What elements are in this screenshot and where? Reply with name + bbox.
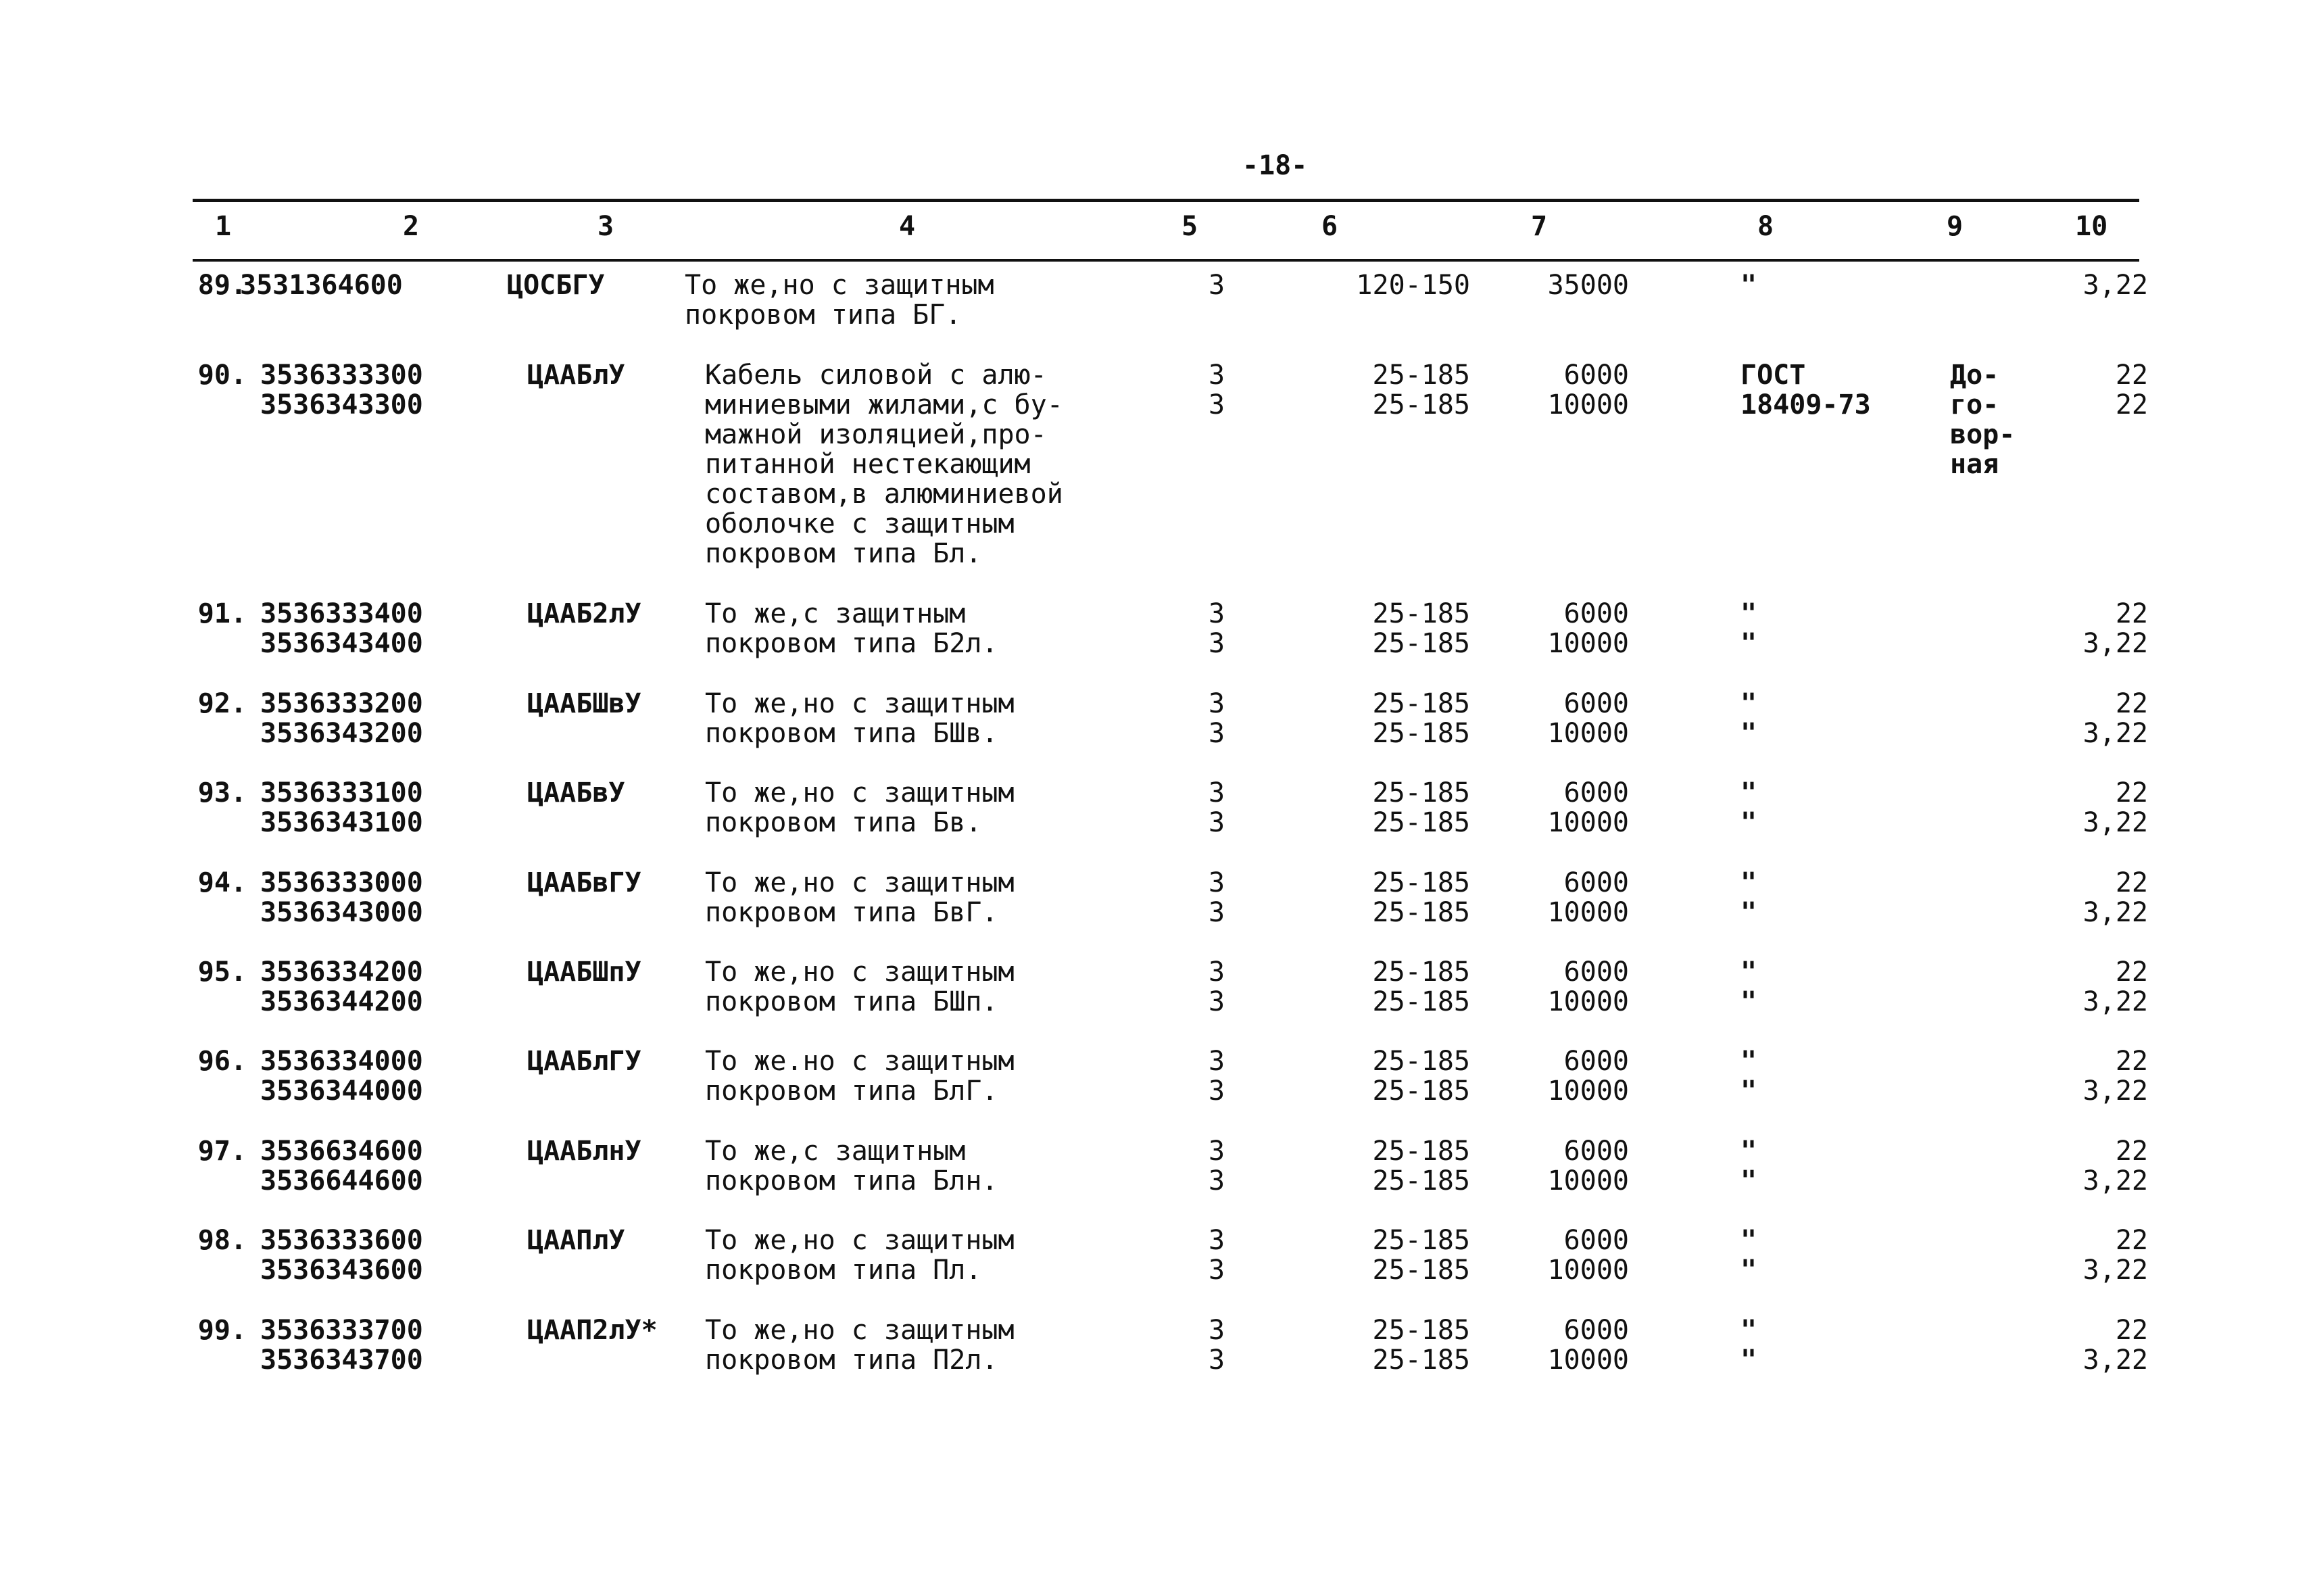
cell-col-6: 120-150 [1356,270,1470,301]
product-code: 3536343100 [260,807,423,838]
cell-col-8: " [1740,867,1757,898]
cell-col-5: 3 [1208,957,1225,988]
cell-col-10: 22 [2115,777,2148,808]
cell-col-7: 10000 [1547,1255,1629,1286]
column-header-3: 3 [598,211,614,242]
product-code: 3536333600 [260,1225,423,1256]
product-code: 3536343400 [260,628,423,659]
cell-col-6: 25-185 [1372,718,1470,749]
cell-col-8: " [1740,688,1757,719]
description-line: То же.но с защитным [705,1046,1015,1077]
cell-col-6: 25-185 [1372,986,1470,1017]
cable-mark: ЦААБШвУ [527,688,641,719]
product-code: 3536634600 [260,1136,423,1167]
cell-col-5: 3 [1208,897,1225,928]
cell-col-6: 25-185 [1372,777,1470,808]
cell-col-6: 25-185 [1372,807,1470,838]
cell-col-6: 25-185 [1372,628,1470,659]
description-line: питанной нестекающим [705,449,1031,480]
product-code: 3536333400 [260,598,423,629]
cell-col-9: вор- [1950,419,2016,450]
product-code: 3536343600 [260,1255,423,1286]
cell-col-7: 10000 [1547,628,1629,659]
cell-col-10: 3,22 [2082,270,2148,301]
cell-col-7: 6000 [1563,598,1629,629]
cell-col-9: го- [1950,389,1999,420]
cell-col-10: 3,22 [2082,1165,2148,1196]
column-header-7: 7 [1531,211,1548,242]
cable-mark: ЦААБлГУ [527,1046,641,1077]
product-code: 3536333000 [260,867,423,898]
cable-mark: ЦААБ2лУ [527,598,641,629]
cell-col-7: 10000 [1547,389,1629,420]
cell-col-6: 25-185 [1372,598,1470,629]
cell-col-8: " [1740,1255,1757,1286]
description-line: составом,в алюминиевой [705,479,1063,510]
description-line: покровом типа БлГ. [705,1075,998,1107]
cell-col-7: 10000 [1547,1075,1629,1107]
cell-col-7: 6000 [1563,1225,1629,1256]
cable-mark: ЦААБвУ [527,777,625,808]
description-line: покровом типа Бв. [705,807,982,838]
cell-col-7: 10000 [1547,718,1629,749]
product-code: 3536644600 [260,1165,423,1196]
cell-col-10: 22 [2115,360,2148,391]
description-line: покровом типа Блн. [705,1165,998,1196]
cell-col-5: 3 [1208,718,1225,749]
product-code: 3536333700 [260,1315,423,1346]
product-code: 3536343000 [260,897,423,928]
product-code: 3536333200 [260,688,423,719]
cell-col-9: ная [1950,449,1999,480]
cable-mark: ЦААБлУ [527,360,625,391]
cell-col-5: 3 [1208,1225,1225,1256]
cell-col-8: " [1740,1225,1757,1256]
cell-col-8: " [1740,1165,1757,1196]
cell-col-8: " [1740,1315,1757,1346]
cell-col-10: 3,22 [2082,807,2148,838]
description-line: покровом типа Б2л. [705,628,998,659]
page-number: -18- [1242,150,1308,181]
cell-col-10: 3,22 [2082,1075,2148,1107]
column-header-9: 9 [1947,211,1964,242]
cell-col-7: 6000 [1563,1315,1629,1346]
product-code: 3536333300 [260,360,423,391]
cell-col-6: 25-185 [1372,1225,1470,1256]
cell-col-5: 3 [1208,1165,1225,1196]
cell-col-10: 22 [2115,867,2148,898]
column-header-4: 4 [899,211,916,242]
cell-col-8: " [1740,1046,1757,1077]
cell-col-7: 6000 [1563,688,1629,719]
cable-mark: ЦААБлнУ [527,1136,641,1167]
product-code: 3536334200 [260,957,423,988]
cell-col-5: 3 [1208,777,1225,808]
cell-col-6: 25-185 [1372,1046,1470,1077]
cell-col-10: 3,22 [2082,1255,2148,1286]
cell-col-6: 25-185 [1372,360,1470,391]
description-line: Кабель силовой с алю- [705,360,1047,391]
cell-col-8: " [1740,270,1757,301]
cable-mark: ЦОСБГУ [507,270,605,301]
cell-col-10: 22 [2115,1315,2148,1346]
cell-col-6: 25-185 [1372,1075,1470,1107]
cell-col-6: 25-185 [1372,1315,1470,1346]
cell-col-7: 10000 [1547,1345,1629,1376]
description-line: То же,но с защитным [705,957,1015,988]
description-line: миниевыми жилами,с бу- [705,389,1063,420]
cell-col-5: 3 [1208,1315,1225,1346]
cable-mark: ЦААПлУ [527,1225,625,1256]
cell-col-5: 3 [1208,986,1225,1017]
description-line: мажной изоляцией,про- [705,419,1047,450]
cell-col-6: 25-185 [1372,1345,1470,1376]
cell-col-6: 25-185 [1372,957,1470,988]
row-number: 93. [197,777,247,808]
cell-col-7: 10000 [1547,897,1629,928]
description-line: покровом типа БШп. [705,986,998,1017]
description-line: То же,но с защитным [705,688,1015,719]
cell-col-5: 3 [1208,1075,1225,1107]
row-number: 92. [197,688,247,719]
product-code: 3536344000 [260,1075,423,1107]
description-line: То же,но с защитным [705,777,1015,808]
row-number: 91. [197,598,247,629]
row-number: 90. [197,360,247,391]
description-line: оболочке с защитным [705,508,1015,539]
product-code: 3536343700 [260,1345,423,1376]
cell-col-7: 6000 [1563,867,1629,898]
cell-col-6: 25-185 [1372,389,1470,420]
cell-col-8: ГОСТ [1740,360,1806,391]
description-line: покровом типа Бл. [705,538,982,569]
column-header-5: 5 [1181,211,1198,242]
column-header-10: 10 [2075,211,2108,242]
cell-col-8: " [1740,1075,1757,1107]
cell-col-10: 22 [2115,389,2148,420]
description-line: То же,но с защитным [705,1315,1015,1346]
cable-mark: ЦААБвГУ [527,867,641,898]
description-line: То же,с защитным [705,598,966,629]
product-code: 3536333100 [260,777,423,808]
cell-col-7: 35000 [1547,270,1629,301]
cell-col-6: 25-185 [1372,1136,1470,1167]
cell-col-10: 22 [2115,1225,2148,1256]
cell-col-5: 3 [1208,598,1225,629]
description-line: покровом типа БвГ. [705,897,998,928]
cell-col-8: " [1740,986,1757,1017]
cell-col-10: 22 [2115,598,2148,629]
cell-col-7: 6000 [1563,777,1629,808]
column-header-2: 2 [403,211,420,242]
cell-col-10: 22 [2115,688,2148,719]
cell-col-5: 3 [1208,270,1225,301]
row-number: 97. [197,1136,247,1167]
cell-col-10: 3,22 [2082,1345,2148,1376]
cell-col-5: 3 [1208,628,1225,659]
cell-col-8: " [1740,598,1757,629]
column-header-6: 6 [1321,211,1338,242]
cell-col-5: 3 [1208,867,1225,898]
cell-col-10: 3,22 [2082,628,2148,659]
cell-col-5: 3 [1208,360,1225,391]
column-header-8: 8 [1757,211,1774,242]
description-line: То же,с защитным [705,1136,966,1167]
cell-col-10: 3,22 [2082,986,2148,1017]
column-header-1: 1 [215,211,232,242]
cell-col-10: 3,22 [2082,897,2148,928]
cell-col-7: 6000 [1563,1046,1629,1077]
cell-col-7: 10000 [1547,807,1629,838]
cell-col-8: " [1740,957,1757,988]
table-header-rule [193,259,2139,262]
cell-col-8: " [1740,807,1757,838]
product-code: 3531364600 [240,270,403,301]
cell-col-6: 25-185 [1372,1165,1470,1196]
cell-col-9: До- [1950,360,1999,391]
description-line: То же,но с защитным [705,1225,1015,1256]
cell-col-6: 25-185 [1372,1255,1470,1286]
cell-col-10: 3,22 [2082,718,2148,749]
cell-col-7: 10000 [1547,986,1629,1017]
row-number: 96. [197,1046,247,1077]
description-line: покровом типа БГ. [685,299,962,331]
cell-col-8: " [1740,1136,1757,1167]
cell-col-10: 22 [2115,957,2148,988]
cell-col-10: 22 [2115,1046,2148,1077]
cell-col-5: 3 [1208,1255,1225,1286]
cell-col-6: 25-185 [1372,897,1470,928]
product-code: 3536344200 [260,986,423,1017]
table-top-rule [193,199,2139,202]
cell-col-8: " [1740,718,1757,749]
cell-col-7: 6000 [1563,957,1629,988]
description-line: То же,но с защитным [685,270,994,301]
description-line: То же,но с защитным [705,867,1015,898]
row-number: 89. [197,270,247,301]
description-line: покровом типа П2л. [705,1345,998,1376]
cell-col-5: 3 [1208,1046,1225,1077]
description-line: покровом типа БШв. [705,718,998,749]
cable-mark: ЦААБШпУ [527,957,641,988]
product-code: 3536334000 [260,1046,423,1077]
row-number: 98. [197,1225,247,1256]
cell-col-7: 10000 [1547,1165,1629,1196]
cell-col-5: 3 [1208,389,1225,420]
cell-col-10: 22 [2115,1136,2148,1167]
cell-col-6: 25-185 [1372,688,1470,719]
description-line: покровом типа Пл. [705,1255,982,1286]
cell-col-8: 18409-73 [1740,389,1871,420]
cell-col-7: 6000 [1563,360,1629,391]
row-number: 99. [197,1315,247,1346]
row-number: 95. [197,957,247,988]
cell-col-8: " [1740,777,1757,808]
cell-col-8: " [1740,897,1757,928]
product-code: 3536343300 [260,389,423,420]
cable-mark: ЦААП2лУ* [527,1315,658,1346]
cell-col-5: 3 [1208,807,1225,838]
cell-col-5: 3 [1208,688,1225,719]
cell-col-5: 3 [1208,1136,1225,1167]
cell-col-7: 6000 [1563,1136,1629,1167]
cell-col-6: 25-185 [1372,867,1470,898]
cell-col-8: " [1740,1345,1757,1376]
row-number: 94. [197,867,247,898]
product-code: 3536343200 [260,718,423,749]
cell-col-8: " [1740,628,1757,659]
cell-col-5: 3 [1208,1345,1225,1376]
